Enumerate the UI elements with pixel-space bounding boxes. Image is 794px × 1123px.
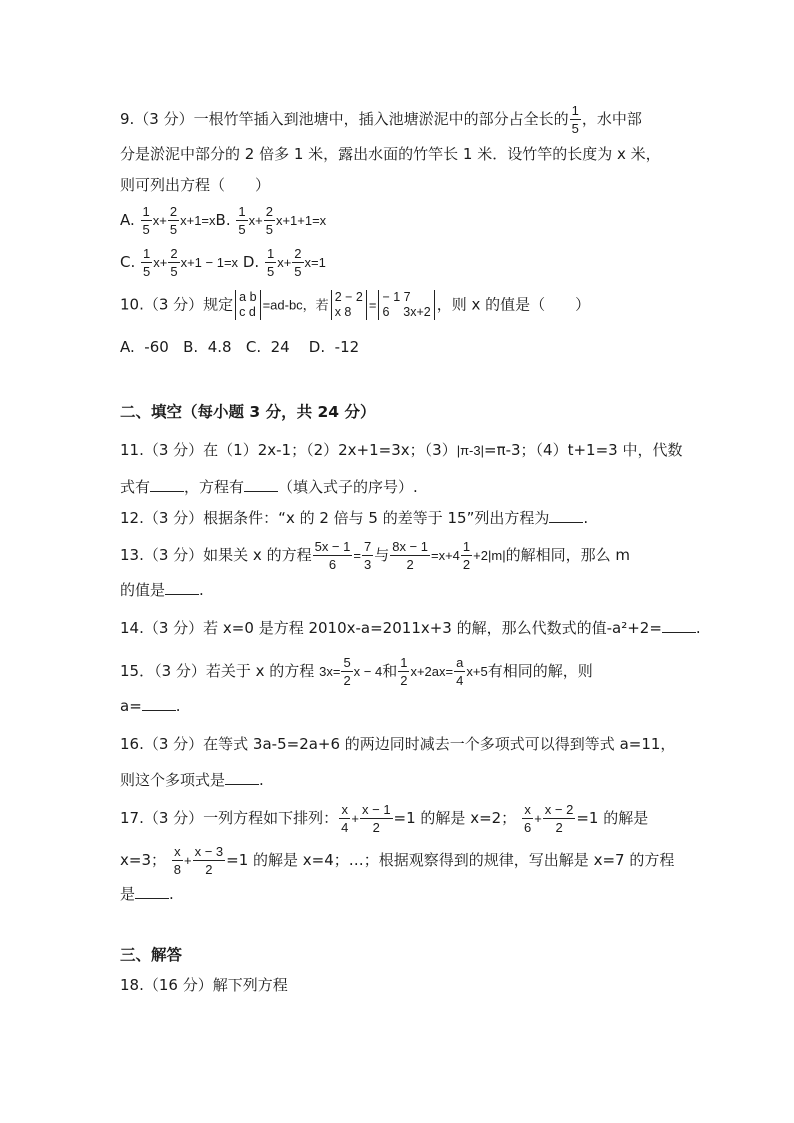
- q9-options-ab: [120, 205, 326, 236]
- option-label: C.: [120, 253, 136, 271]
- fraction-denominator: 2: [406, 557, 414, 572]
- q17-line1: [120, 803, 648, 834]
- fraction-denominator: 2: [343, 673, 351, 688]
- math-text: x=1: [304, 255, 326, 270]
- q11-text: =π-3；（4）t+1=3 中，代数: [484, 441, 683, 459]
- fraction-denominator: 5: [238, 222, 246, 237]
- q10-options: A. -60 B. 4.8 C. 24 D. -12: [120, 338, 360, 356]
- fraction-numerator: 1: [266, 246, 275, 261]
- q15-text: 15．（3 分）若关于 x 的方程: [120, 662, 315, 680]
- fraction-denominator: 5: [571, 121, 579, 136]
- math-text: =x+4: [431, 548, 460, 563]
- fraction: [341, 656, 352, 687]
- q14-line: [120, 618, 701, 638]
- math-text: x+: [152, 213, 167, 228]
- q15-text: 和: [382, 662, 398, 680]
- fraction-denominator: 8: [173, 862, 182, 877]
- q13-text: 的解相同，那么 m: [505, 546, 630, 564]
- q14-text: 14.（3 分）若 x=0 是方程 2010x-a=2011x+3 的解，那么代数式的值-a²+2=: [120, 619, 662, 637]
- math-text: x − 4: [353, 664, 383, 679]
- q11-text: ，方程有: [184, 478, 245, 496]
- q17-text: =1 的解是 x=4；…；根据观察得到的规律，写出解是 x=7 的方程: [226, 851, 675, 869]
- answer-blank[interactable]: [225, 770, 259, 785]
- fraction-denominator: 6: [523, 820, 532, 835]
- fraction: [193, 845, 226, 876]
- fraction-denominator: 4: [456, 673, 464, 688]
- fraction-denominator: 5: [265, 222, 273, 237]
- q17-line3: [120, 884, 174, 904]
- math-text: 3x=: [319, 664, 341, 679]
- math-text: x+: [277, 255, 292, 270]
- math-text: x+1=x: [180, 213, 216, 228]
- q17-text: 17.（3 分）一列方程如下排列：: [120, 809, 339, 827]
- punctuation: .: [695, 619, 701, 637]
- math-text: +: [351, 811, 359, 826]
- fraction-denominator: 4: [341, 820, 349, 835]
- q13-text: 13.（3 分）如果关 x 的方程: [120, 546, 312, 564]
- fraction-numerator: 2: [265, 204, 273, 219]
- fraction-numerator: 1: [571, 103, 579, 118]
- q11-text: （填入式子的序号）.: [278, 478, 418, 496]
- q16-line2: [120, 770, 264, 790]
- q11-line2: [120, 477, 418, 497]
- determinant-row: a b: [239, 290, 257, 304]
- fraction-numerator: 1: [462, 539, 471, 554]
- fraction-numerator: 7: [363, 539, 372, 554]
- fraction-denominator: 3: [363, 557, 372, 572]
- fraction-denominator: 5: [143, 264, 151, 279]
- q9-line3: 则可列出方程（ ）: [120, 176, 271, 194]
- fraction: [522, 803, 533, 834]
- q15-line2: [120, 696, 181, 716]
- q16-text: 则这个多项式是: [120, 771, 226, 789]
- fraction: [454, 656, 465, 687]
- answer-blank[interactable]: [142, 696, 176, 711]
- fraction-denominator: 2: [462, 557, 471, 572]
- fraction-denominator: 5: [266, 264, 275, 279]
- fraction-numerator: 2: [170, 246, 178, 261]
- q11-line1: [120, 440, 682, 461]
- fraction: [172, 845, 183, 876]
- fraction: [360, 803, 393, 834]
- fraction-numerator: 2: [169, 204, 178, 219]
- fraction: [570, 104, 581, 135]
- determinant-row: 6 3x+2: [382, 305, 431, 319]
- fraction-denominator: 5: [142, 222, 150, 237]
- punctuation: .: [169, 885, 174, 903]
- fraction-numerator: 5x − 1: [314, 539, 351, 554]
- answer-blank[interactable]: [244, 477, 278, 492]
- option-label: B.: [215, 211, 231, 229]
- answer-blank[interactable]: [662, 618, 696, 633]
- fraction: [543, 803, 576, 834]
- answer-blank[interactable]: [165, 580, 199, 595]
- q13-text: 与: [374, 546, 390, 564]
- fraction-numerator: 1: [238, 204, 246, 219]
- fraction-numerator: 1: [142, 204, 150, 219]
- math-text: x+5: [466, 664, 488, 679]
- math-text: =ad-bc，若: [262, 297, 329, 313]
- q13-line2: [120, 580, 204, 600]
- q16-line1: 16.（3 分）在等式 3a-5=2a+6 的两边同时减去一个多项式可以得到等式 a=11，: [120, 735, 676, 753]
- determinant: [378, 290, 434, 320]
- determinant-row: c d: [239, 305, 256, 319]
- math-text: x+: [248, 213, 263, 228]
- determinant-row: x 8: [334, 305, 352, 319]
- section-heading: 三、解答: [120, 946, 183, 964]
- fraction: [313, 540, 353, 571]
- q13-text: 的值是: [120, 581, 166, 599]
- math-text: +2: [473, 548, 488, 563]
- fraction: [390, 540, 430, 571]
- fraction-denominator: 2: [372, 820, 380, 835]
- fraction-denominator: 5: [170, 264, 178, 279]
- fraction-denominator: 6: [328, 557, 337, 572]
- fraction: [339, 803, 350, 834]
- q17-text: x=3；: [120, 851, 166, 869]
- option-label: D.: [242, 253, 260, 271]
- q17-line2: [120, 845, 674, 876]
- fraction: [168, 247, 179, 278]
- fraction-denominator: 2: [400, 673, 408, 688]
- fraction: [292, 247, 303, 278]
- fraction-numerator: x: [339, 803, 350, 819]
- fraction: [141, 247, 152, 278]
- fraction: [141, 205, 152, 236]
- math-text: =: [368, 297, 377, 313]
- q15-text: a=: [120, 697, 142, 715]
- math-text: +: [184, 853, 192, 868]
- q15-line1: [120, 656, 593, 687]
- determinant-row: − 1 7: [382, 290, 411, 304]
- math-text: x+: [153, 255, 168, 270]
- fraction-denominator: 5: [294, 264, 302, 279]
- q11-text: 11.（3 分）在（1）2x-1；（2）2x+1=3x；（3）: [120, 441, 457, 459]
- section-heading: 二、填空（每小题 3 分，共 24 分）: [120, 403, 376, 421]
- fraction-denominator: 5: [169, 222, 178, 237]
- fraction: [398, 656, 409, 687]
- math-text: +: [534, 811, 542, 826]
- q10-text: 10.（3 分）规定: [120, 295, 234, 314]
- q18-line: 18.（16 分）解下列方程: [120, 976, 288, 994]
- q9-text: ，水中部: [581, 110, 642, 128]
- answer-blank[interactable]: [135, 884, 169, 899]
- determinant: [331, 290, 367, 320]
- fraction-numerator: 5: [343, 655, 351, 670]
- fraction-numerator: 1: [400, 655, 408, 670]
- fraction: [265, 247, 276, 278]
- fraction: [236, 205, 247, 236]
- fraction-numerator: x − 3: [194, 844, 224, 859]
- q10-text: ，则 x 的值是（ ）: [436, 295, 591, 314]
- fraction-numerator: x: [522, 803, 533, 819]
- fraction-denominator: 2: [205, 862, 213, 877]
- math-text: =: [353, 548, 361, 563]
- fraction: [362, 540, 373, 571]
- q10-line1: [120, 290, 590, 320]
- punctuation: .: [199, 581, 204, 599]
- fraction-numerator: x − 2: [544, 802, 574, 817]
- q9-line2: 分是淤泥中部分的 2 倍多 1 米，露出水面的竹竿长 1 米．设竹竿的长度为 x 米，: [120, 145, 661, 163]
- q12-line: [120, 508, 588, 528]
- math-text: |m|: [487, 548, 506, 563]
- q12-text: 12.（3 分）根据条件：“x 的 2 倍与 5 的差等于 15”列出方程为: [120, 509, 550, 527]
- fraction-numerator: 1: [143, 246, 151, 261]
- fraction: [461, 540, 472, 571]
- option-label: A.: [120, 211, 135, 229]
- q9-line1: [120, 104, 642, 135]
- fraction-numerator: x − 1: [362, 802, 391, 817]
- determinant-row: 2 − 2: [334, 290, 363, 304]
- q9-options-cd: [120, 247, 326, 278]
- determinant: [235, 290, 260, 320]
- answer-blank[interactable]: [549, 508, 583, 523]
- fraction: [168, 205, 179, 236]
- punctuation: .: [175, 697, 181, 715]
- math-text: x+1 − 1=x: [180, 255, 239, 270]
- punctuation: .: [259, 771, 264, 789]
- q15-text: 有相同的解，则: [487, 662, 593, 680]
- math-text: x+1+1=x: [275, 213, 327, 228]
- q9-text: 9.（3 分）一根竹竿插入到池塘中，插入池塘淤泥中的部分占全长的: [120, 110, 569, 128]
- fraction: [264, 205, 275, 236]
- fraction-numerator: 2: [294, 246, 302, 261]
- q17-text: 是: [120, 885, 136, 903]
- fraction-numerator: x: [172, 845, 183, 861]
- q13-line1: [120, 540, 630, 571]
- punctuation: .: [583, 509, 589, 527]
- fraction-numerator: 8x − 1: [392, 539, 428, 554]
- fraction-numerator: a: [456, 655, 464, 670]
- math-text: |π-3|: [456, 443, 484, 458]
- q11-text: 式有: [120, 478, 151, 496]
- q17-text: =1 的解是: [576, 809, 649, 827]
- fraction-denominator: 2: [555, 820, 563, 835]
- math-text: x+2ax=: [410, 664, 454, 679]
- q17-text: =1 的解是 x=2；: [393, 809, 517, 827]
- answer-blank[interactable]: [150, 477, 184, 492]
